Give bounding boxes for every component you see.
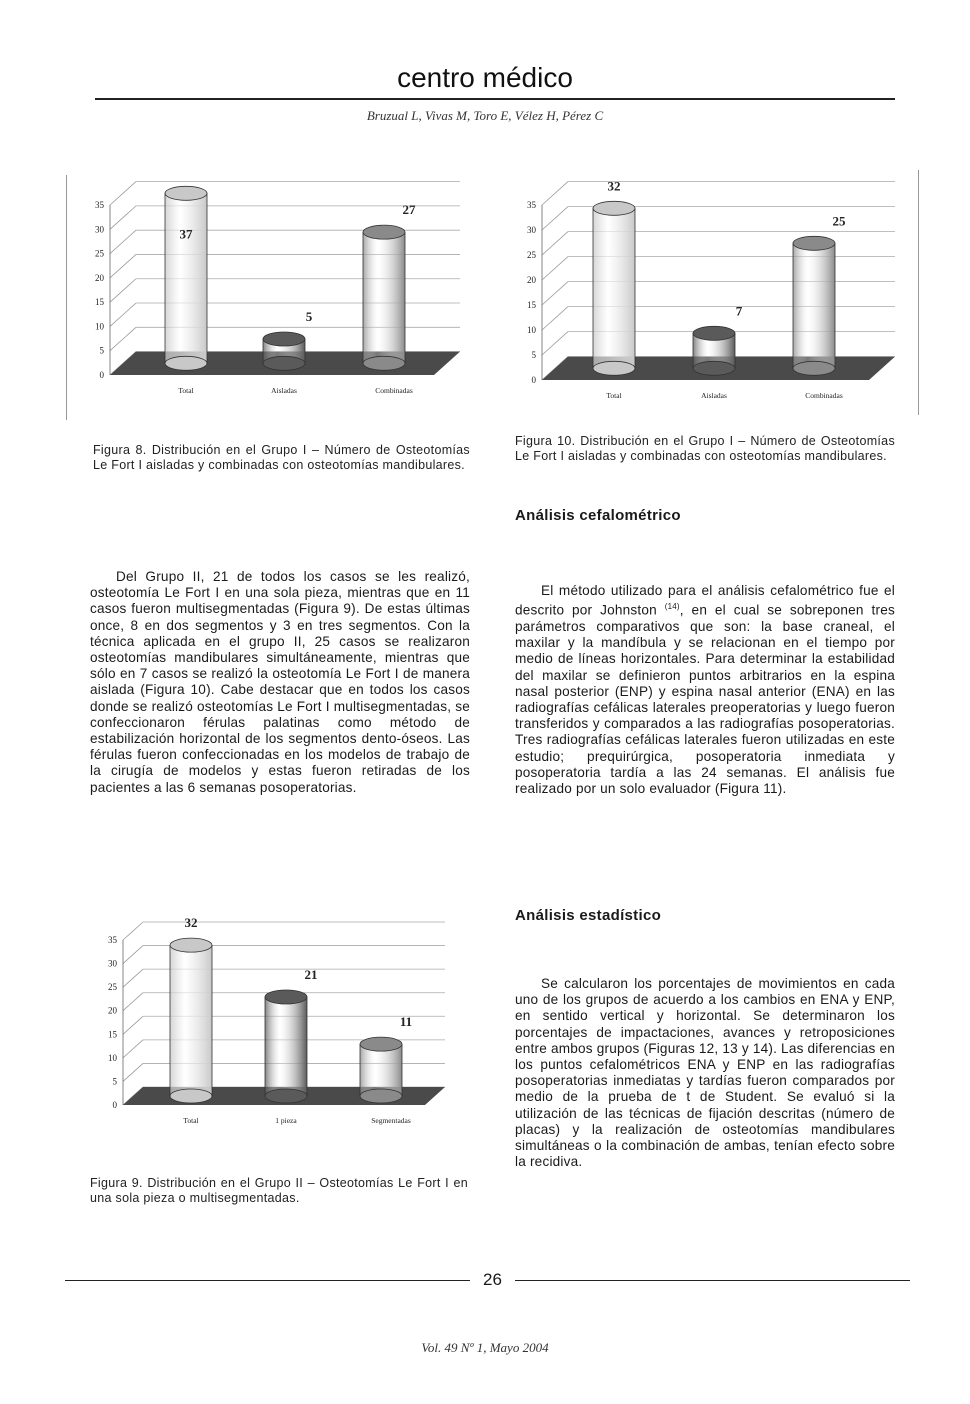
category-label: Total <box>183 1116 199 1125</box>
bar-body <box>360 1044 402 1096</box>
bar-base <box>165 356 207 370</box>
bar-top <box>165 186 207 200</box>
bar-top <box>263 332 305 346</box>
figure-10-caption: Figura 10. Distribución en el Grupo I – Número de Osteotomías Le Fort I aisladas y combinadas con osteotomías mandibulares. <box>515 434 895 463</box>
bar-top <box>360 1037 402 1051</box>
gridline-side <box>542 182 568 205</box>
gridline-side <box>542 282 568 305</box>
y-tick-label: 35 <box>527 200 536 210</box>
journal-title: centro médico <box>397 62 573 93</box>
y-tick-label: 5 <box>99 345 104 356</box>
y-tick-label: 10 <box>527 325 536 335</box>
footer-rule-right <box>515 1280 910 1281</box>
gridline-side <box>542 307 568 330</box>
gridline-side <box>123 993 143 1011</box>
category-label: Combinadas <box>375 386 413 395</box>
category-label: Total <box>178 386 194 395</box>
y-tick-label: 30 <box>95 224 104 235</box>
cefalometrico-text-after: , en el cual se sobreponen tres parámetros comparativos que son: la base craneal, el maxilar y la mandíbula y se relacionan en el tiempo por medio de líneas horizontales. Para determinar la estabilidad del maxilar se definieron puntos arbitrarios en la espina nasal posterior (ENP) y espina nasal anterior (ENA) en las radiografías cefálicas laterales preoperatorias y luego fueron transferidos y comparados a las radiografías posoperatorias. Tres radiografías cefálicas laterales fueron utilizadas en este estudio; prequirúrgica, posoperatoria inmediata y posoperatoria tardía a las 24 semanas. El análisis fue realizado por un solo evaluador (Figura 11). <box>515 602 895 796</box>
bar-base <box>170 1089 212 1103</box>
gridline-side <box>110 327 136 350</box>
data-label: 32 <box>607 178 621 194</box>
y-tick-label: 20 <box>108 1005 117 1016</box>
volume-info: Vol. 49 Nº 1, Mayo 2004 <box>421 1340 549 1355</box>
category-label: Combinadas <box>805 391 843 400</box>
bar-body <box>265 997 307 1096</box>
gridline-side <box>542 232 568 255</box>
data-label: 21 <box>304 967 318 982</box>
bar-top <box>693 326 735 340</box>
category-label: Aisladas <box>271 386 297 395</box>
bar-base <box>593 361 635 375</box>
category-label: Total <box>606 391 622 400</box>
data-label: 7 <box>735 303 743 319</box>
y-tick-label: 30 <box>527 225 536 235</box>
bar-top <box>363 225 405 239</box>
y-tick-label: 0 <box>531 375 536 385</box>
gridline-side <box>123 1063 143 1081</box>
gridline-side <box>123 1040 143 1058</box>
bar-base <box>263 356 305 370</box>
cefalometrico-text-before: El método utilizado para el análisis cefalométrico fue el descrito por Johnston <box>515 583 895 618</box>
gridline-side <box>123 1016 143 1034</box>
figure-9-chart <box>95 900 465 1135</box>
data-label: 37 <box>179 226 193 242</box>
paragraph-cefalometrico <box>515 583 895 797</box>
category-label: Segmentadas <box>371 1116 411 1125</box>
y-tick-label: 0 <box>99 370 104 380</box>
y-tick-label: 15 <box>527 300 536 310</box>
gridline-side <box>123 922 143 940</box>
y-tick-label: 20 <box>527 275 536 285</box>
page-number: 26 <box>483 1270 502 1289</box>
bar-base <box>265 1089 307 1103</box>
paragraph-grupo-ii <box>90 569 470 796</box>
bar-base <box>693 361 735 375</box>
paragraph-estadistico-text: Se calcularon los porcentajes de movimientos en cada uno de los grupos de acuerdo a los cambios en ENA y ENP, en sentido vertical y horizontal. Se determinaron los porcentajes de impactaciones, avances y retroposiciones entre ambos grupos (Figuras 12, 13 y 14). Las diferencias en los puntos cefalométricos ENA y ENP en las radiografías posoperatorias inmediatas y tardías fueron comparados por medio de la prueba de t de Student. Se evaluó si la utilización de las técnicas de fijación descritas (número de placas) y la realización de osteotomías mandibulares simultáneas o la combinación de ambas, tenían efecto sobre la recidiva. <box>515 976 895 1170</box>
y-tick-label: 5 <box>112 1076 117 1087</box>
figure-9-caption: Figura 9. Distribución en el Grupo II – Osteotomías Le Fort I en una sola pieza o multisegmentadas. <box>90 1176 468 1205</box>
bar-body <box>793 243 835 368</box>
bar-base <box>360 1089 402 1103</box>
gridline-side <box>542 207 568 230</box>
y-tick-label: 30 <box>108 958 117 969</box>
bar-top <box>593 201 635 215</box>
bar-body <box>170 945 212 1096</box>
paragraph-estadistico <box>515 976 895 1170</box>
bar-base <box>793 361 835 375</box>
bar-top <box>170 938 212 952</box>
y-tick-label: 15 <box>108 1029 117 1040</box>
figure-10-chart <box>510 175 915 405</box>
gridline-side <box>110 182 136 205</box>
gridline-side <box>123 946 143 964</box>
category-label: 1 pieza <box>275 1116 297 1125</box>
authors-line: Bruzual L, Vivas M, Toro E, Vélez H, Pérez C <box>366 108 604 123</box>
footer-rule-left <box>65 1280 470 1281</box>
data-label: 5 <box>305 309 313 325</box>
y-tick-label: 10 <box>95 321 104 332</box>
y-tick-label: 25 <box>527 250 536 260</box>
scan-frame-left <box>66 175 67 420</box>
data-label: 32 <box>184 915 198 931</box>
data-label: 25 <box>832 213 846 229</box>
heading-cefalometrico: Análisis cefalométrico <box>515 507 681 524</box>
scan-frame-right <box>918 170 919 415</box>
y-tick-label: 5 <box>531 350 536 360</box>
bar-body <box>363 232 405 363</box>
y-tick-label: 35 <box>108 935 117 945</box>
y-tick-label: 10 <box>108 1052 117 1063</box>
y-tick-label: 25 <box>108 982 117 993</box>
y-tick-label: 35 <box>95 200 104 210</box>
data-label: 27 <box>402 202 416 218</box>
bar-body <box>165 193 207 363</box>
gridline-side <box>110 206 136 229</box>
bar-top <box>793 236 835 250</box>
bar-top <box>265 990 307 1004</box>
paragraph-cefalometrico-text <box>515 583 895 797</box>
category-label: Aisladas <box>701 391 727 400</box>
gridline-side <box>542 257 568 280</box>
heading-estadistico: Análisis estadístico <box>515 907 662 924</box>
gridline-side <box>542 332 568 355</box>
y-tick-label: 0 <box>112 1100 117 1110</box>
gridline-side <box>110 279 136 302</box>
gridline-side <box>123 969 143 987</box>
figure-8-caption: Figura 8. Distribución en el Grupo I – Número de Osteotomías Le Fort I aisladas y combinadas con osteotomías mandibulares. <box>93 443 470 472</box>
bar-body <box>593 208 635 368</box>
reference-superscript: (14) <box>664 602 680 612</box>
header-rule <box>95 98 895 100</box>
gridline-side <box>110 254 136 277</box>
paragraph-grupo-ii-text: Del Grupo II, 21 de todos los casos se les realizó, osteotomía Le Fort I en una sola pieza, mientras que en 11 casos fueron multisegmentadas (Figura 9). De estas últimas once, 8 en dos segmentos y 3 en tres segmentos. Con la técnica aplicada en el grupo II, 25 casos se realizaron osteotomías mandibulares simultáneamente, mientras que sólo en 7 casos se realizó la osteotomía Le Fort I de manera aislada (Figura 10). Cabe destacar que en todos los casos donde se realizó osteotomías Le Fort I multisegmentadas, se confeccionaron férulas palatinas como método de estabilización horizontal de los segmentos dento-óseos. Las férulas fueron confeccionadas en los modelos de trabajo de la cirugía de modelos y estas fueron retiradas de los pacientes a las 6 semanas posoperatorias. <box>90 569 470 795</box>
y-tick-label: 25 <box>95 248 104 259</box>
y-tick-label: 15 <box>95 297 104 308</box>
figure-8-chart <box>80 180 480 405</box>
bar-base <box>363 356 405 370</box>
data-label: 11 <box>399 1014 413 1030</box>
gridline-side <box>110 303 136 326</box>
gridline-side <box>110 230 136 253</box>
y-tick-label: 20 <box>95 272 104 283</box>
